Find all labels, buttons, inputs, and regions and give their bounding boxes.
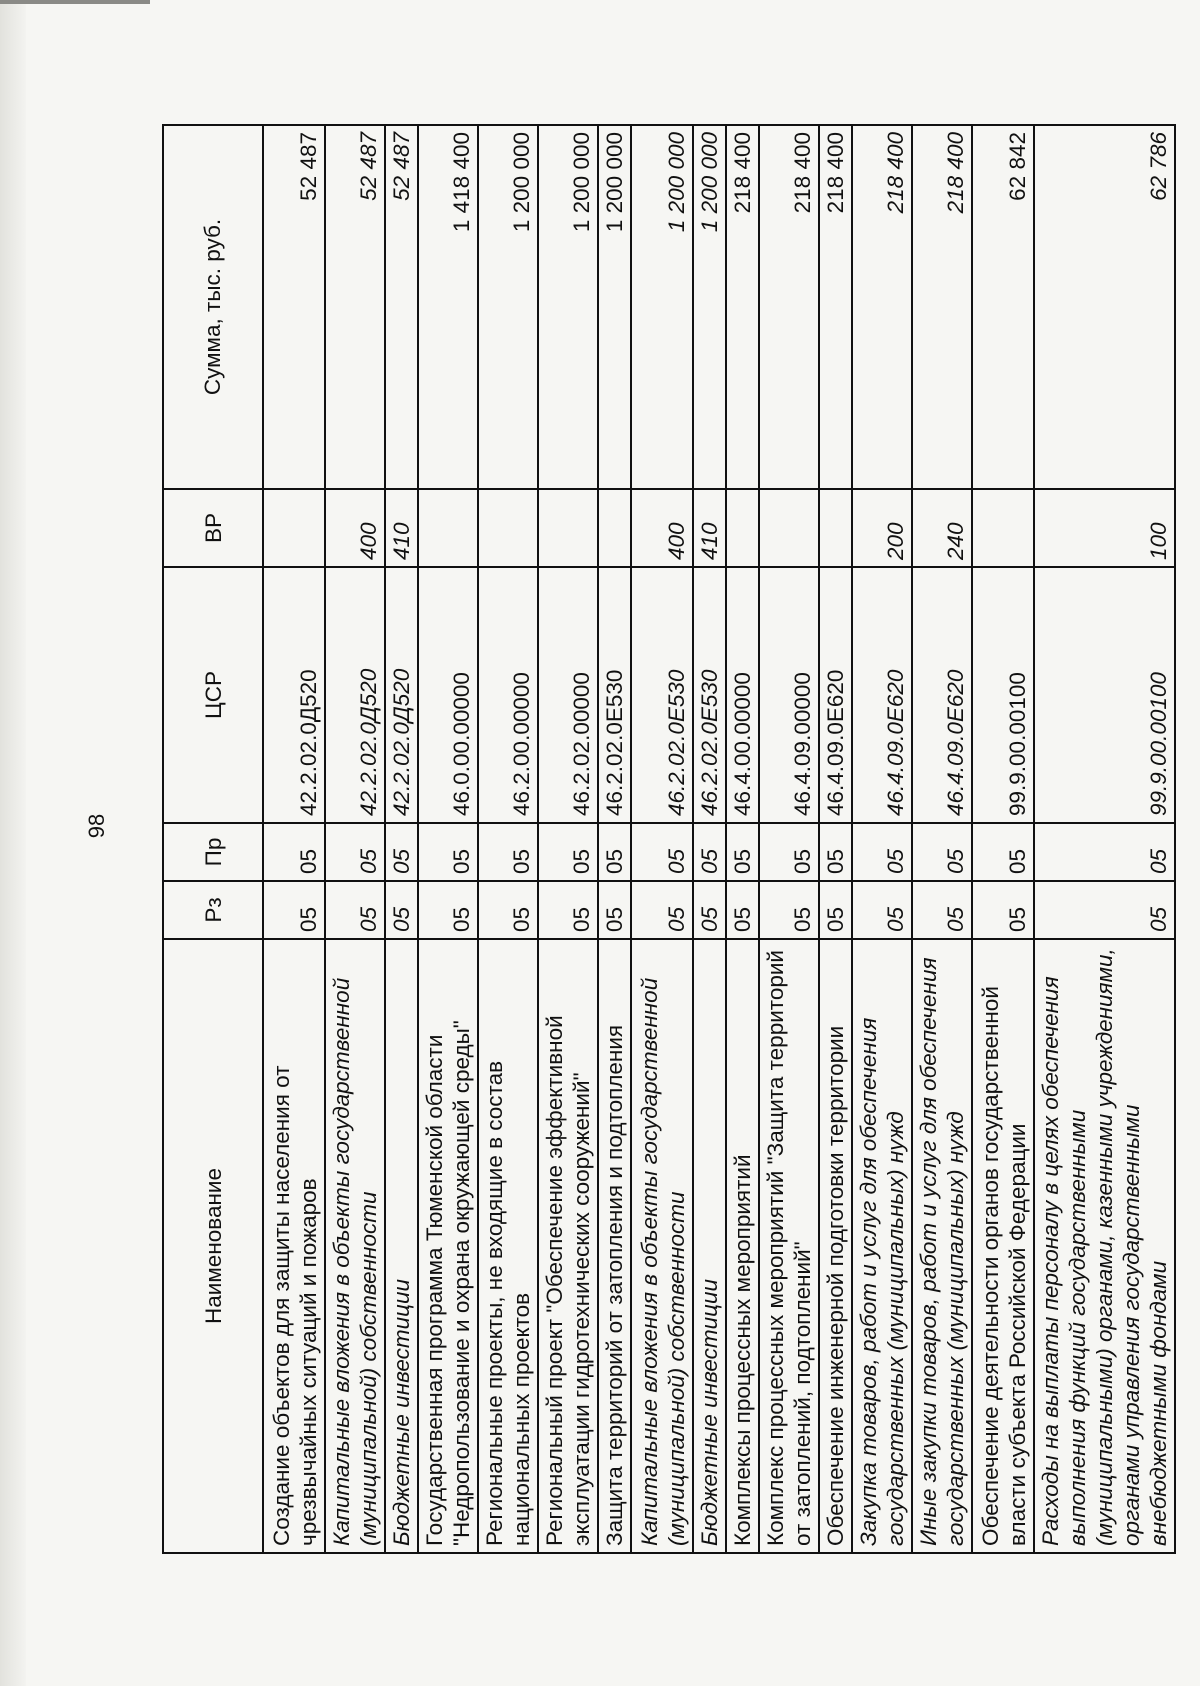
row-rz-cell: 05	[912, 881, 972, 939]
row-vr-cell: 200	[852, 489, 912, 567]
row-csr-cell: 46.2.02.0Е530	[631, 567, 693, 823]
row-rz-cell: 05	[418, 881, 478, 939]
row-sum-cell: 1 200 000	[693, 125, 726, 489]
row-rz-cell: 05	[726, 881, 759, 939]
table-row	[385, 125, 418, 1553]
row-pr-cell: 05	[759, 823, 819, 881]
row-pr-cell: 05	[726, 823, 759, 881]
header-sum: Сумма, тыс. руб.	[163, 125, 263, 489]
row-sum-cell: 1 200 000	[598, 125, 631, 489]
table-row	[759, 125, 819, 1553]
page-number: 98	[84, 813, 109, 839]
row-rz-cell: 05	[1034, 881, 1175, 939]
header-rz: Рз	[163, 881, 263, 939]
row-name-cell: Бюджетные инвестиции	[693, 939, 726, 1553]
table-row	[819, 125, 852, 1553]
row-name-cell: Государственная программа Тюменской области "Недропользование и охрана окружающей среды"	[418, 939, 478, 1553]
row-sum-cell: 1 418 400	[418, 125, 478, 489]
row-csr-cell: 46.0.00.00000	[418, 567, 478, 823]
row-pr-cell: 05	[538, 823, 598, 881]
row-name-cell: Региональные проекты, не входящие в состав национальных проектов	[478, 939, 538, 1553]
row-name-cell: Комплексы процессных мероприятий	[726, 939, 759, 1553]
row-name-cell: Закупка товаров, работ и услуг для обеспечения государственных (муниципальных) нужд	[852, 939, 912, 1553]
table-row	[598, 125, 631, 1553]
table-row	[852, 125, 912, 1553]
table-row	[325, 125, 385, 1553]
row-vr-cell	[759, 489, 819, 567]
row-sum-cell: 218 400	[759, 125, 819, 489]
row-rz-cell: 05	[759, 881, 819, 939]
row-csr-cell: 46.4.09.0Е620	[912, 567, 972, 823]
header-vr: ВР	[163, 489, 263, 567]
row-csr-cell: 46.4.00.00000	[726, 567, 759, 823]
row-vr-cell: 100	[1034, 489, 1175, 567]
row-rz-cell: 05	[631, 881, 693, 939]
row-pr-cell: 05	[263, 823, 325, 881]
row-pr-cell: 05	[325, 823, 385, 881]
row-vr-cell	[263, 489, 325, 567]
row-csr-cell: 42.2.02.0Д520	[263, 567, 325, 823]
row-rz-cell: 05	[263, 881, 325, 939]
row-name-cell: Иные закупки товаров, работ и услуг для обеспечения государственных (муниципальных) нужд	[912, 939, 972, 1553]
rotated-page-content	[162, 126, 1171, 1554]
row-pr-cell: 05	[598, 823, 631, 881]
row-vr-cell: 400	[631, 489, 693, 567]
row-vr-cell	[819, 489, 852, 567]
row-sum-cell: 62 842	[972, 125, 1034, 489]
row-csr-cell: 46.4.09.0Е620	[852, 567, 912, 823]
row-pr-cell: 05	[852, 823, 912, 881]
row-vr-cell: 240	[912, 489, 972, 567]
row-pr-cell: 05	[1034, 823, 1175, 881]
table-row	[263, 125, 325, 1553]
row-csr-cell: 46.4.09.00000	[759, 567, 819, 823]
table-header-row	[163, 125, 263, 1553]
budget-table	[162, 124, 1176, 1554]
header-pr: Пр	[163, 823, 263, 881]
scan-edge-top	[0, 0, 150, 4]
row-csr-cell: 42.2.02.0Д520	[385, 567, 418, 823]
row-csr-cell: 46.2.00.00000	[478, 567, 538, 823]
row-csr-cell: 46.2.02.0Е530	[598, 567, 631, 823]
row-rz-cell: 05	[852, 881, 912, 939]
row-sum-cell: 218 400	[819, 125, 852, 489]
row-name-cell: Расходы на выплаты персоналу в целях обеспечения выполнения функций государственными (муниципальными) органами, казенными учреждениями, органами управления государственными внебюджетными фондами	[1034, 939, 1175, 1553]
row-sum-cell: 1 200 000	[631, 125, 693, 489]
header-name: Наименование	[163, 939, 263, 1553]
row-vr-cell	[972, 489, 1034, 567]
row-rz-cell: 05	[598, 881, 631, 939]
row-vr-cell	[418, 489, 478, 567]
row-sum-cell: 62 786	[1034, 125, 1175, 489]
row-pr-cell: 05	[972, 823, 1034, 881]
row-rz-cell: 05	[325, 881, 385, 939]
table-body	[263, 125, 1175, 1553]
row-pr-cell: 05	[912, 823, 972, 881]
header-csr: ЦСР	[163, 567, 263, 823]
row-name-cell: Региональный проект "Обеспечение эффективной эксплуатации гидротехнических сооружений"	[538, 939, 598, 1553]
row-sum-cell: 52 487	[263, 125, 325, 489]
row-csr-cell: 46.2.02.00000	[538, 567, 598, 823]
row-pr-cell: 05	[693, 823, 726, 881]
row-rz-cell: 05	[385, 881, 418, 939]
row-csr-cell: 46.2.02.0Е530	[693, 567, 726, 823]
row-sum-cell: 52 487	[385, 125, 418, 489]
row-name-cell: Капитальные вложения в объекты государственной (муниципальной) собственности	[631, 939, 693, 1553]
row-name-cell: Создание объектов для защиты населения от чрезвычайных ситуаций и пожаров	[263, 939, 325, 1553]
row-pr-cell: 05	[631, 823, 693, 881]
table-row	[418, 125, 478, 1553]
row-vr-cell	[538, 489, 598, 567]
row-sum-cell: 218 400	[852, 125, 912, 489]
table-row	[631, 125, 693, 1553]
table-row	[972, 125, 1034, 1553]
row-vr-cell: 410	[693, 489, 726, 567]
row-sum-cell: 52 487	[325, 125, 385, 489]
row-name-cell: Комплекс процессных мероприятий "Защита территорий от затоплений, подтоплений"	[759, 939, 819, 1553]
row-vr-cell	[726, 489, 759, 567]
row-csr-cell: 42.2.02.0Д520	[325, 567, 385, 823]
scan-edge-left	[0, 0, 26, 1686]
row-sum-cell: 218 400	[726, 125, 759, 489]
row-name-cell: Защита территорий от затопления и подтопления	[598, 939, 631, 1553]
row-pr-cell: 05	[819, 823, 852, 881]
row-sum-cell: 1 200 000	[478, 125, 538, 489]
row-csr-cell: 99.9.00.00100	[972, 567, 1034, 823]
row-vr-cell	[478, 489, 538, 567]
row-vr-cell: 410	[385, 489, 418, 567]
table-row	[912, 125, 972, 1553]
table-row	[1034, 125, 1175, 1553]
row-rz-cell: 05	[538, 881, 598, 939]
table-row	[726, 125, 759, 1553]
row-vr-cell: 400	[325, 489, 385, 567]
row-csr-cell: 99.9.00.00100	[1034, 567, 1175, 823]
row-rz-cell: 05	[819, 881, 852, 939]
row-sum-cell: 218 400	[912, 125, 972, 489]
table-row	[693, 125, 726, 1553]
row-sum-cell: 1 200 000	[538, 125, 598, 489]
row-name-cell: Обеспечение деятельности органов государственной власти субъекта Российской Федерации	[972, 939, 1034, 1553]
row-name-cell: Бюджетные инвестиции	[385, 939, 418, 1553]
row-name-cell: Обеспечение инженерной подготовки территории	[819, 939, 852, 1553]
row-rz-cell: 05	[693, 881, 726, 939]
row-csr-cell: 46.4.09.0Е620	[819, 567, 852, 823]
row-rz-cell: 05	[478, 881, 538, 939]
row-rz-cell: 05	[972, 881, 1034, 939]
table-row	[538, 125, 598, 1553]
table-row	[478, 125, 538, 1553]
row-name-cell: Капитальные вложения в объекты государственной (муниципальной) собственности	[325, 939, 385, 1553]
row-pr-cell: 05	[385, 823, 418, 881]
row-pr-cell: 05	[478, 823, 538, 881]
row-vr-cell	[598, 489, 631, 567]
row-pr-cell: 05	[418, 823, 478, 881]
